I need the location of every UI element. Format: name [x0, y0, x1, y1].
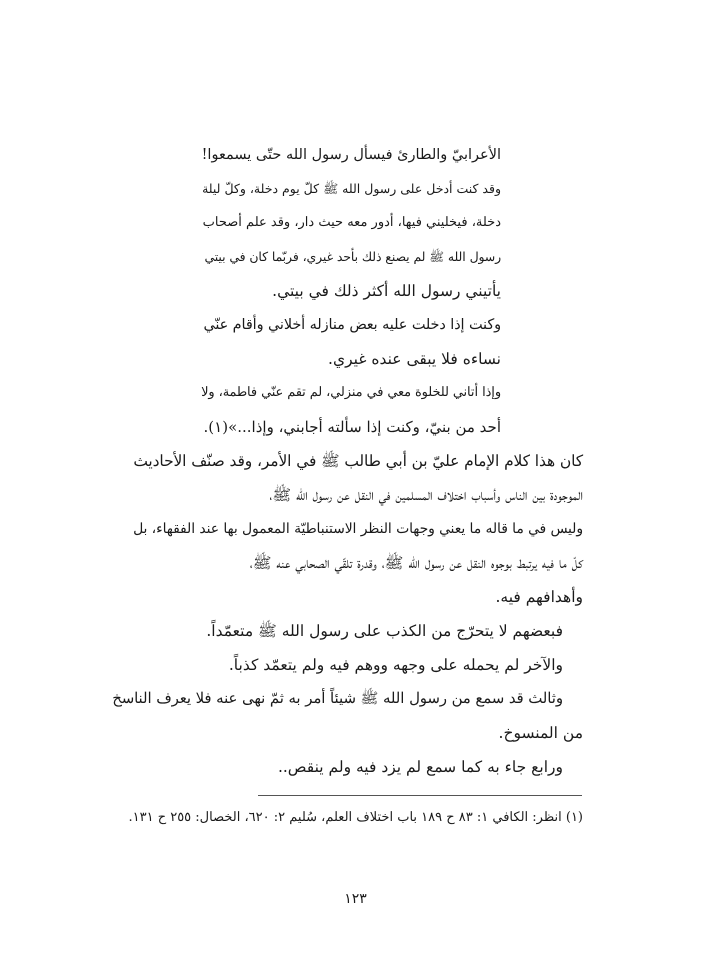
quote-line: أحد من بنيّ، وكنت إذا سألته أجابني، وإذا...»(١). [203, 418, 501, 436]
quote-line: وكنت إذا دخلت عليه بعض منازله أخلاني وأقام عنّي [203, 317, 501, 333]
body-line: وثالث قد سمع من رسول الله ﷺ شيئاً أمر به ثمّ نهى عنه فلا يعرف الناسخ [112, 690, 563, 707]
quote-line: دخلة، فيخليني فيها، أدور معه حيث دار، وقد علم أصحاب [202, 215, 501, 230]
quote-line: وقد كنت أدخل على رسول الله ﷺ كلّ يوم دخلة، وكلّ ليلة [202, 181, 501, 196]
quote-line: وإذا أتاني للخلوة معي في منزلي، لم تقم عنّي فاطمة، ولا [201, 385, 501, 400]
quote-line: نساءه فلا يبقى عنده غيري. [328, 350, 501, 368]
footnote: (١) انظر: الكافي ١: ٨٣ ح ١٨٩ باب اختلاف العلم، سُليم ٢: ٦٢٠، الخصال: ٢٥٥ ح ١٣١. [128, 810, 583, 825]
footnote-separator [258, 795, 582, 796]
body-line: الموجودة بين الناس وأسباب اختلاف المسلمين في النقل عن رسول الله ﷺ، [269, 486, 583, 504]
page-number: ١٢٣ [344, 891, 367, 907]
quote-line: الأعرابيّ والطارئ فيسأل رسول الله حتّى يسمعوا! [201, 147, 501, 163]
body-line: وليس في ما قاله ما يعني وجهات النظر الاستنباطيّة المعمول بها عند الفقهاء، بل [133, 521, 583, 537]
body-line: كان هذا كلام الإمام عليّ بن أبي طالب ﷺ في الأمر، وقد صنّف الأحاديث [133, 452, 583, 470]
body-line: فبعضهم لا يتحرّج من الكذب على رسول الله ﷺ متعمّداً. [206, 622, 563, 640]
body-line: ورابع جاء به كما سمع لم يزد فيه ولم ينقص.. [277, 758, 563, 776]
body-line: والآخر لم يحمله على وجهه ووهم فيه ولم يتعمّد كذباً. [228, 656, 563, 674]
body-line: من المنسوخ. [498, 724, 583, 742]
quote-line: يأتيني رسول الله أكثر ذلك في بيتي. [272, 282, 501, 300]
quote-line: رسول الله ﷺ لم يصنع ذلك بأحد غيري، فربّما كان في بيتي [204, 250, 501, 264]
body-line: كلّ ما فيه يرتبط بوجوه النقل عن رسول الله ﷺ، وقدرة تلقّي الصحابي عنه ﷺ، [249, 554, 583, 572]
body-line: وأهدافهم فيه. [495, 588, 583, 606]
